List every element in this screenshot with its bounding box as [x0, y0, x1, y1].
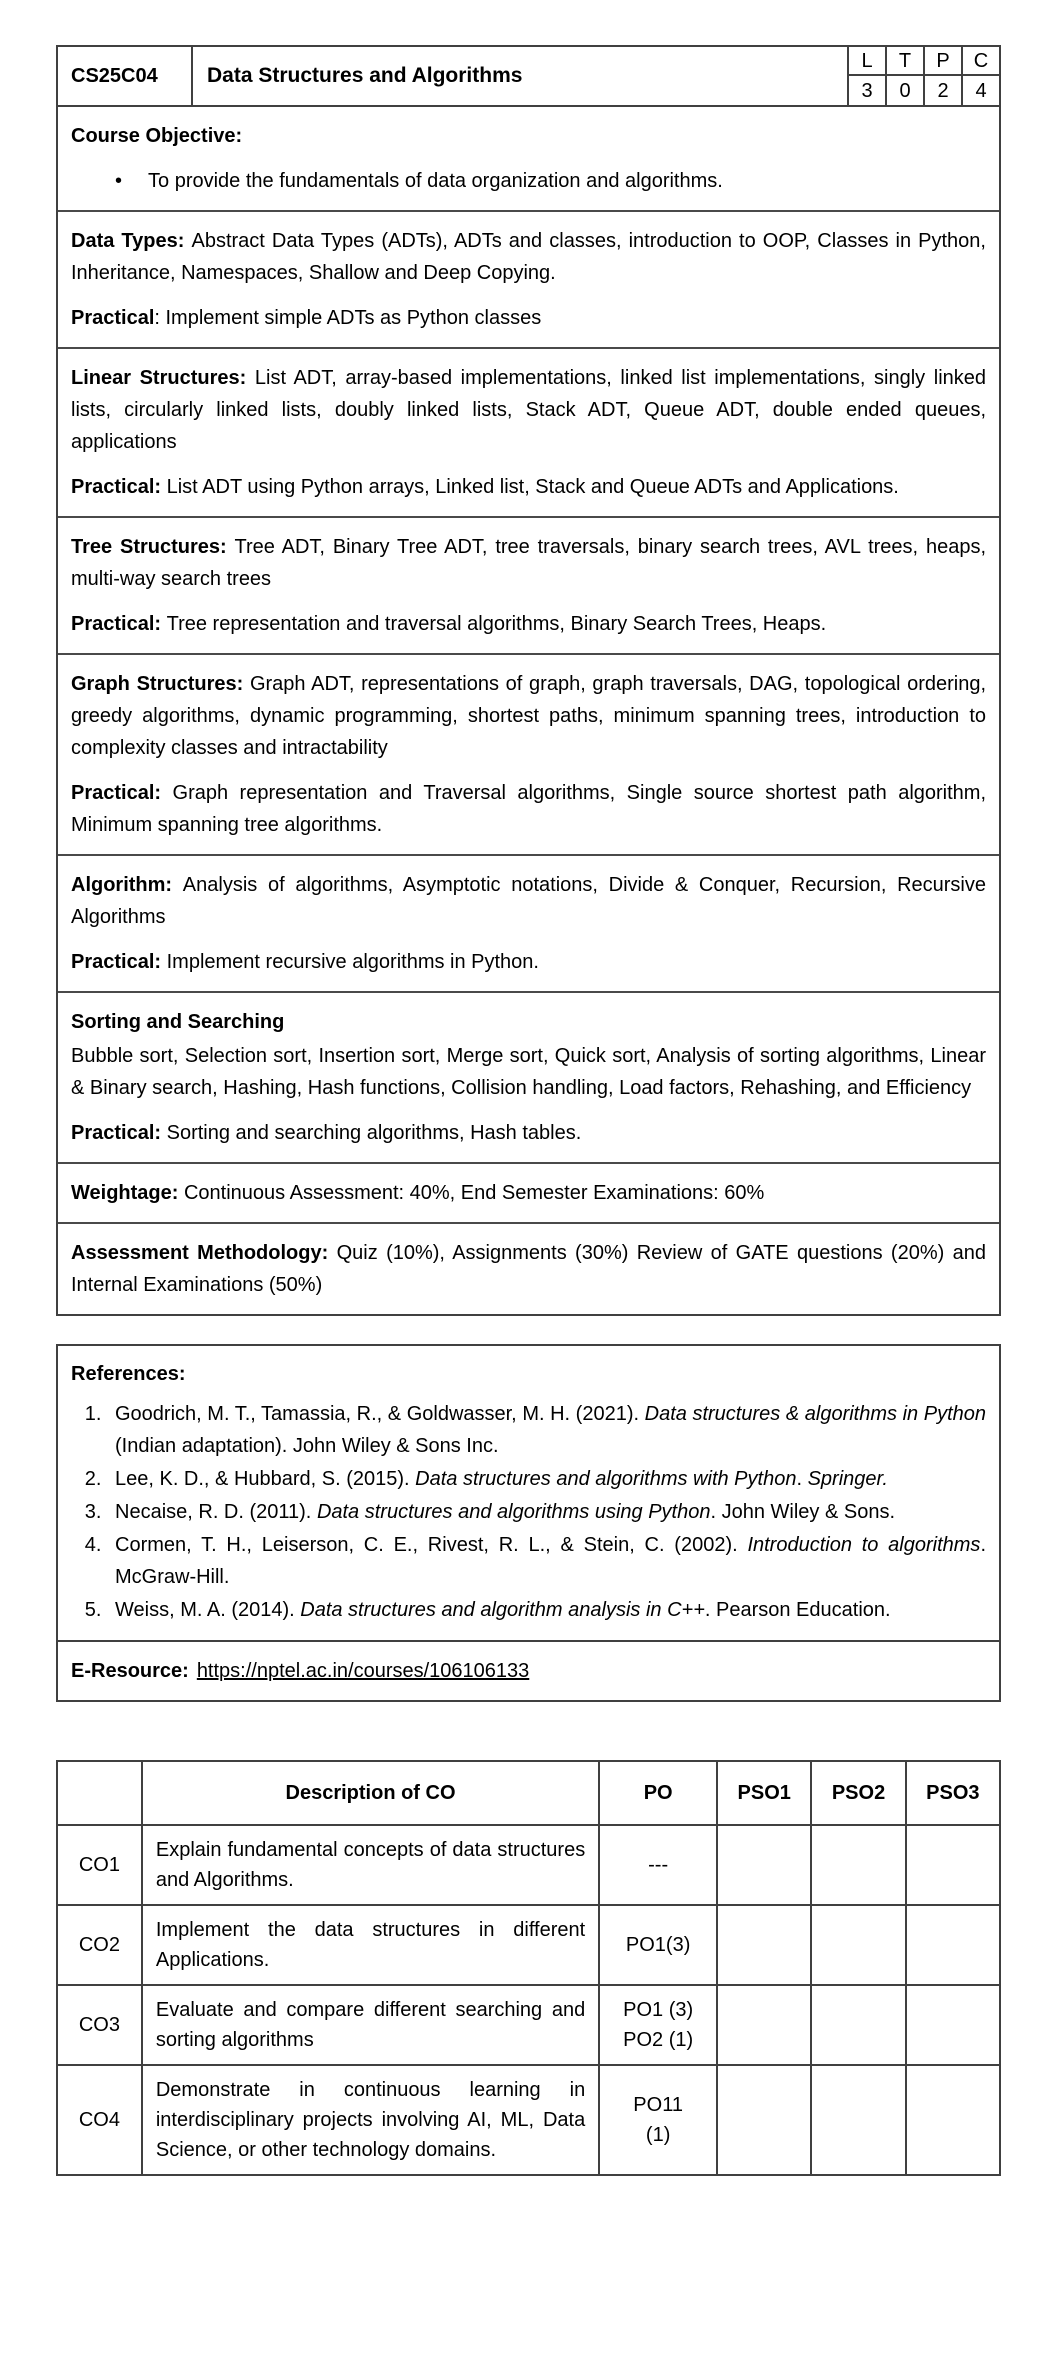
text-run: : Implement simple ADTs as Python classes [154, 307, 542, 329]
text-run: Necaise, R. D. (2011). [115, 1501, 317, 1523]
text-run: Sorting and Searching [71, 1011, 285, 1033]
po-line: PO1(3) [625, 1934, 691, 1956]
text-run: Abstract Data Types (ADTs), ADTs and classes, introduction to OOP, Classes in Python, Inheritance, Namespaces, Shallow and Deep Copying. [71, 230, 986, 284]
co-pso2 [811, 1825, 905, 1905]
text-run: Implement recursive algorithms in Python. [166, 951, 539, 973]
references-cell [58, 1358, 999, 1626]
text-run: Data structures and algorithm analysis in C++ [300, 1599, 705, 1621]
co-pso3 [906, 1985, 1000, 2065]
ltpc-label-c: C [961, 47, 999, 76]
course-title: Data Structures and Algorithms [207, 64, 523, 88]
text-run: List ADT, array-based implementations, linked list implementations, singly linked lists, circularly linked lists, doubly linked lists, Stack ADT, Queue ADT, double ended queues, applications [71, 367, 987, 453]
text-run: Analysis of algorithms, Asymptotic notations, Divide & Conquer, Recursion, Recursive Algorithms [71, 874, 986, 928]
po-line: --- [648, 1854, 669, 1876]
reference-item [107, 1398, 986, 1462]
eresource-link[interactable]: https://nptel.ac.in/courses/106106133 [196, 1660, 530, 1682]
paragraph [71, 302, 986, 334]
co-id: CO2 [57, 1905, 142, 1985]
text-run: . John Wiley & Sons. [710, 1501, 896, 1523]
co-po [599, 1905, 717, 1985]
paragraph [71, 946, 986, 978]
ltpc-label-l: L [847, 47, 885, 76]
text-run: Cormen, T. H., Leiserson, C. E., Rivest, R. L., & Stein, C. (2002). [115, 1534, 748, 1556]
course-row-sorting-searching [58, 991, 999, 1149]
ltpc-grid [847, 47, 999, 105]
course-header-row [58, 47, 999, 107]
co-header-pso1: PSO1 [717, 1761, 811, 1825]
eresource-row [58, 1640, 999, 1700]
objective-bullet-item [71, 165, 986, 197]
text-run: Tree representation and traversal algorithms, Binary Search Trees, Heaps. [166, 613, 827, 635]
course-table [56, 45, 1001, 1316]
paragraph [71, 1006, 986, 1038]
co-pso1 [717, 1985, 811, 2065]
co-header-pso3: PSO3 [906, 1761, 1000, 1825]
co-table [56, 1760, 1001, 2176]
co-pso3 [906, 1825, 1000, 1905]
co-description: Explain fundamental concepts of data structures and Algorithms. [142, 1825, 599, 1905]
co-table-body [57, 1825, 1000, 2175]
course-row-linear-structures [58, 347, 999, 503]
paragraph [71, 471, 986, 503]
co-pso2 [811, 1905, 905, 1985]
po-line: (1) [645, 2124, 671, 2146]
text-run: Bubble sort, Selection sort, Insertion sort, Merge sort, Quick sort, Analysis of sorting algorithms, Linear & Binary search, Hashing, Hash functions, Collision handling, Load factors, Rehashing, and Efficiency [71, 1045, 986, 1099]
co-description: Evaluate and compare different searching and sorting algorithms [142, 1985, 599, 2065]
bullet-icon: • [115, 170, 123, 192]
text-run: Springer. [807, 1468, 888, 1490]
co-pso1 [717, 2065, 811, 2175]
references-heading: References: [71, 1363, 186, 1385]
co-id: CO3 [57, 1985, 142, 2065]
text-run: . Pearson Education. [704, 1599, 891, 1621]
text-run: Graph Structures: [71, 673, 250, 695]
ltpc-value-l: 3 [847, 76, 885, 105]
course-row-graph-structures [58, 653, 999, 841]
course-row-course-objective [58, 120, 999, 197]
text-run: Weightage: [71, 1182, 184, 1204]
reference-item [107, 1496, 986, 1528]
po-line: PO11 [633, 2094, 683, 2116]
syllabus-document [56, 0, 1001, 2176]
paragraph [71, 531, 986, 595]
course-code: CS25C04 [58, 47, 193, 105]
text-run: Practical: [71, 476, 167, 498]
paragraph [71, 225, 986, 289]
text-run: Practical: [71, 782, 173, 804]
bullet-text [148, 165, 723, 197]
course-row-weightage [58, 1162, 999, 1209]
course-row-tree-structures [58, 516, 999, 640]
text-run: To provide the fundamentals of data organization and algorithms. [148, 170, 723, 192]
co-row-co3 [57, 1985, 1000, 2065]
text-run: Data structures & algorithms in Python [644, 1403, 986, 1425]
co-header-pso2: PSO2 [811, 1761, 905, 1825]
text-run: . McGraw-Hill. [115, 1534, 986, 1588]
ltpc-label-p: P [923, 47, 961, 76]
text-run: Tree ADT, Binary Tree ADT, tree traversals, binary search trees, AVL trees, heaps, multi-way search trees [71, 536, 987, 590]
co-description: Demonstrate in continuous learning in interdisciplinary projects involving AI, ML, Data Science, or other technology domains. [142, 2065, 599, 2175]
ltpc-value-c: 4 [961, 76, 999, 105]
co-pso1 [717, 1905, 811, 1985]
text-run: Goodrich, M. T., Tamassia, R., & Goldwasser, M. H. (2021). [115, 1403, 645, 1425]
text-run: . [796, 1468, 808, 1490]
text-run: Introduction to algorithms [747, 1534, 981, 1556]
text-run: Quiz (10%), Assignments (30%) Review of GATE questions (20%) and Internal Examinations (50%) [71, 1242, 986, 1296]
co-row-co2 [57, 1905, 1000, 1985]
text-run: Algorithm: [71, 874, 183, 896]
paragraph [71, 777, 986, 841]
co-po [599, 1985, 717, 2065]
text-run: (Indian adaptation). John Wiley & Sons Inc. [115, 1435, 499, 1457]
text-run: Practical: [71, 951, 167, 973]
text-run: Assessment Methodology: [71, 1242, 337, 1264]
references-list [71, 1398, 986, 1626]
text-run: Weiss, M. A. (2014). [115, 1599, 301, 1621]
text-run: Graph representation and Traversal algorithms, Single source shortest path algorithm, Minimum spanning tree algorithms. [71, 782, 987, 836]
text-run: Practical: [71, 613, 167, 635]
paragraph [71, 668, 986, 764]
co-id: CO1 [57, 1825, 142, 1905]
paragraph [71, 1117, 986, 1149]
co-row-co1 [57, 1825, 1000, 1905]
text-run: Data structures and algorithms with Python [415, 1468, 797, 1490]
co-header-blank [57, 1761, 142, 1825]
reference-item [107, 1529, 986, 1593]
course-row-data-types [58, 210, 999, 334]
eresource-label: E-Resource: [71, 1660, 189, 1682]
course-row-algorithm [58, 854, 999, 978]
paragraph [71, 1237, 986, 1301]
co-id: CO4 [57, 2065, 142, 2175]
paragraph [71, 869, 986, 933]
references-table [56, 1344, 1001, 1702]
text-run: Data Types: [71, 230, 192, 252]
text-run: Sorting and searching algorithms, Hash tables. [166, 1122, 582, 1144]
po-line: PO2 (1) [623, 2029, 694, 2051]
co-pso2 [811, 2065, 905, 2175]
ltpc-value-p: 2 [923, 76, 961, 105]
co-row-co4 [57, 2065, 1000, 2175]
reference-item [107, 1594, 986, 1626]
text-run: Linear Structures: [71, 367, 255, 389]
ltpc-label-t: T [885, 47, 923, 76]
co-pso3 [906, 1905, 1000, 1985]
text-run: Practical [71, 307, 155, 329]
co-header-po: PO [599, 1761, 717, 1825]
text-run: List ADT using Python arrays, Linked list, Stack and Queue ADTs and Applications. [166, 476, 899, 498]
paragraph [71, 1040, 986, 1104]
course-row-assessment-methodology [58, 1222, 999, 1301]
text-run: Data structures and algorithms using Python [316, 1501, 711, 1523]
co-description: Implement the data structures in different Applications. [142, 1905, 599, 1985]
text-run: Continuous Assessment: 40%, End Semester Examinations: 60% [183, 1182, 765, 1204]
text-run: Graph ADT, representations of graph, graph traversals, DAG, topological ordering, greedy algorithms, dynamic programming, shortest paths, minimum spanning trees, introduction to complexity classes and intractability [71, 673, 987, 759]
paragraph [71, 1177, 986, 1209]
paragraph [71, 608, 986, 640]
reference-item [107, 1463, 986, 1495]
co-po [599, 2065, 717, 2175]
co-header-row [57, 1761, 1000, 1825]
text-run: Lee, K. D., & Hubbard, S. (2015). [115, 1468, 416, 1490]
paragraph [71, 362, 986, 458]
co-pso1 [717, 1825, 811, 1905]
ltpc-value-t: 0 [885, 76, 923, 105]
text-run: Tree Structures: [71, 536, 235, 558]
course-rows [58, 120, 999, 1301]
paragraph [71, 120, 986, 152]
text-run: Course Objective: [71, 125, 243, 147]
text-run: Practical: [71, 1122, 167, 1144]
co-po [599, 1825, 717, 1905]
co-header-description: Description of CO [142, 1761, 599, 1825]
co-pso2 [811, 1985, 905, 2065]
co-pso3 [906, 2065, 1000, 2175]
po-line: PO1 (3) [623, 1999, 694, 2021]
